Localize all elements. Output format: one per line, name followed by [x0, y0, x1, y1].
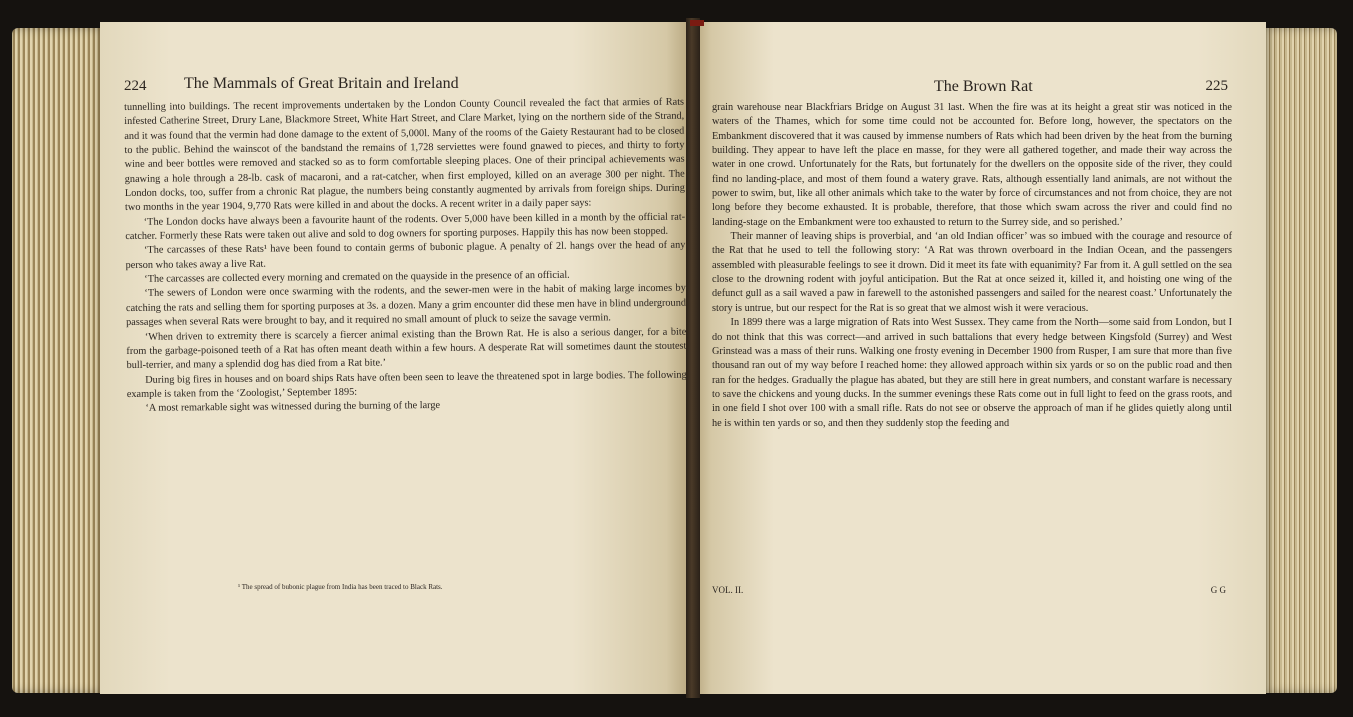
- volume-signature: VOL. II.: [712, 585, 744, 595]
- left-running-title: The Mammals of Great Britain and Ireland: [184, 75, 459, 92]
- right-page-edges: [1262, 28, 1337, 693]
- paragraph: ‘The London docks have always been a favourite haunt of the rodents. Over 5,000 have been killed in a month by the official rat-catcher. Formerly these Rats were taken out alive and sold to dog owners for sporting purposes. Happily this has now been stopped.: [125, 211, 686, 243]
- paragraph: grain warehouse near Blackfriars Bridge on August 31 last. When the fire was at its height a great stir was noticed in the waters of the Thames, which for some time could not be accounted for. Before long, however, the spectators on the Embankment discovered that it was caused by immense numbers of Rats which had been driven by the heat from the burning building. They appear to have left the place en masse, for they were all gathered together, and made their way across the water in one crowd. Unfortunately for the Rats, but fortunately for the dwellers on the opposite side of the river, they could find no landing-place, and most of them found a watery grave. Rats, although essentially land animals, are not without the power to swim, but, like all other animals which take to the water by force of circumstances and not from choice, they are not long before they become exhausted. It is probable, therefore, that those which swam across the river and could find no landing-stage on the Embankment were too exhausted to return to the Surrey side, and so perished.’: [712, 102, 1232, 228]
- footnote: ¹ The spread of bubonic plague from India has been traced to Black Rats.: [238, 583, 443, 591]
- right-running-title: The Brown Rat: [934, 78, 1033, 95]
- paragraph: During big fires in houses and on board ships Rats have often been seen to leave the threatened spot in large bodies. The following example is taken from the ‘Zoologist,’ September 1895:: [126, 369, 687, 400]
- left-page-edges: [12, 28, 107, 693]
- left-page-number: 224: [124, 78, 147, 94]
- paragraph: ‘When driven to extremity there is scarcely a fiercer animal existing than the Brown Rat. He is also a serious danger, for a bite from the garbage-poisoned teeth of a Rat has often meant death within a few hours. A desperate Rat will sometimes daunt the stoutest bull-terrier, and many a splendid dog has died from a Rat bite.’: [126, 326, 687, 372]
- paragraph: Their manner of leaving ships is proverbial, and ‘an old Indian officer’ was so imbued with the courage and resource of the Rat that he used to tell the following story: ‘A Rat was thrown overboard in the Indian Ocean, and the passengers assembled with pleasurable feelings to see it drown. Did it meet its fate with equanimity? Far from it. A gull settled on the sea close to the drowning rodent with joyful anticipation. But the Rat at once seized it, killed it, and hoisting one wing of the defunct gull as a sail waved a paw in farewell to the astonished passengers and sailed for the nearest coast.’ Unfortunately the story is untrue, but our respect for the Rat is so great that we almost wish it were veracious.: [712, 231, 1232, 314]
- gathering-mark: G G: [1210, 585, 1226, 595]
- paragraph: tunnelling into buildings. The recent improvements undertaken by the London County Council revealed the fact that armies of Rats infested Catherine Street, Drury Lane, Blackmore Street, White Hart Street, and Clare Market, lying on the northern side of the Strand, and it was found that the vermin had done damage to the extent of 5,000l. Many of the rooms of the Gaiety Restaurant had to be closed to the public. Behind the wainscot of the bandstand the remains of 1,728 serviettes were found gnawed to pieces, and thirty to forty wine and beer bottles were removed and stacked so as to form comfortable sleeping places. One of their principal achievements was gnawing a hole through a 28-lb. cask of macaroni, and a rat-catcher, when first employed, killed on an average 300 per night. The London docks, too, suffer from a chronic Rat plague, the numbers being constantly augmented by arrivals from foreign ships. During two months in the year 1904, 9,770 Rats were killed in and about the docks. A recent writer in a daily paper says:: [124, 96, 685, 214]
- left-page-body: [124, 96, 687, 417]
- paragraph: ‘A most remarkable sight was witnessed during the burning of the large: [145, 400, 441, 415]
- paragraph: ‘The sewers of London were once swarming with the rodents, and the sewer-men were in the habit of making large incomes by catching the rats and selling them for sporting purposes at 3s. a dozen. Many a grim encounter did these men have in blind underground passages when several Rats were brought to bay, and it required no small amount of pluck to seize the savage vermin.: [125, 283, 687, 329]
- paragraph: ‘The carcasses of these Rats¹ have been found to contain germs of bubonic plague. A penalty of 2l. hangs over the head of any person who takes away a live Rat.: [125, 240, 686, 271]
- bookmark-ribbon: [690, 20, 704, 26]
- paragraph: ‘The carcasses are collected every morning and cremated on the quayside in the presence of an official.: [144, 269, 570, 285]
- right-page-number: 225: [1205, 78, 1228, 94]
- paragraph: In 1899 there was a large migration of Rats into West Sussex. They came from the North—some said from London, but I do not think that this was correct—and arrived in such battalions that every hedge between Kingsfold (Surrey) and West Grinstead was a mass of their runs. Walking one frosty evening in December 1900 from Rusper, I am sure that more than five thousand ran out of my way before I reached home: they allowed approach within six yards or so on the public road and then ran for the hedges. Gradually the plague has abated, but they are still here in great numbers, and constant warfare is necessary to save the chickens and young ducks. In the summer evenings these Rats come out in full light to feed on the grass roots, and in one field I shot over 100 with a small rifle. Rats do not see or observe the approach of man if he glides quietly along until he is within ten yards or so, and then they suddenly stop the feeding and: [712, 317, 1232, 429]
- book-gutter: [686, 18, 700, 698]
- right-page-body: [712, 101, 1232, 431]
